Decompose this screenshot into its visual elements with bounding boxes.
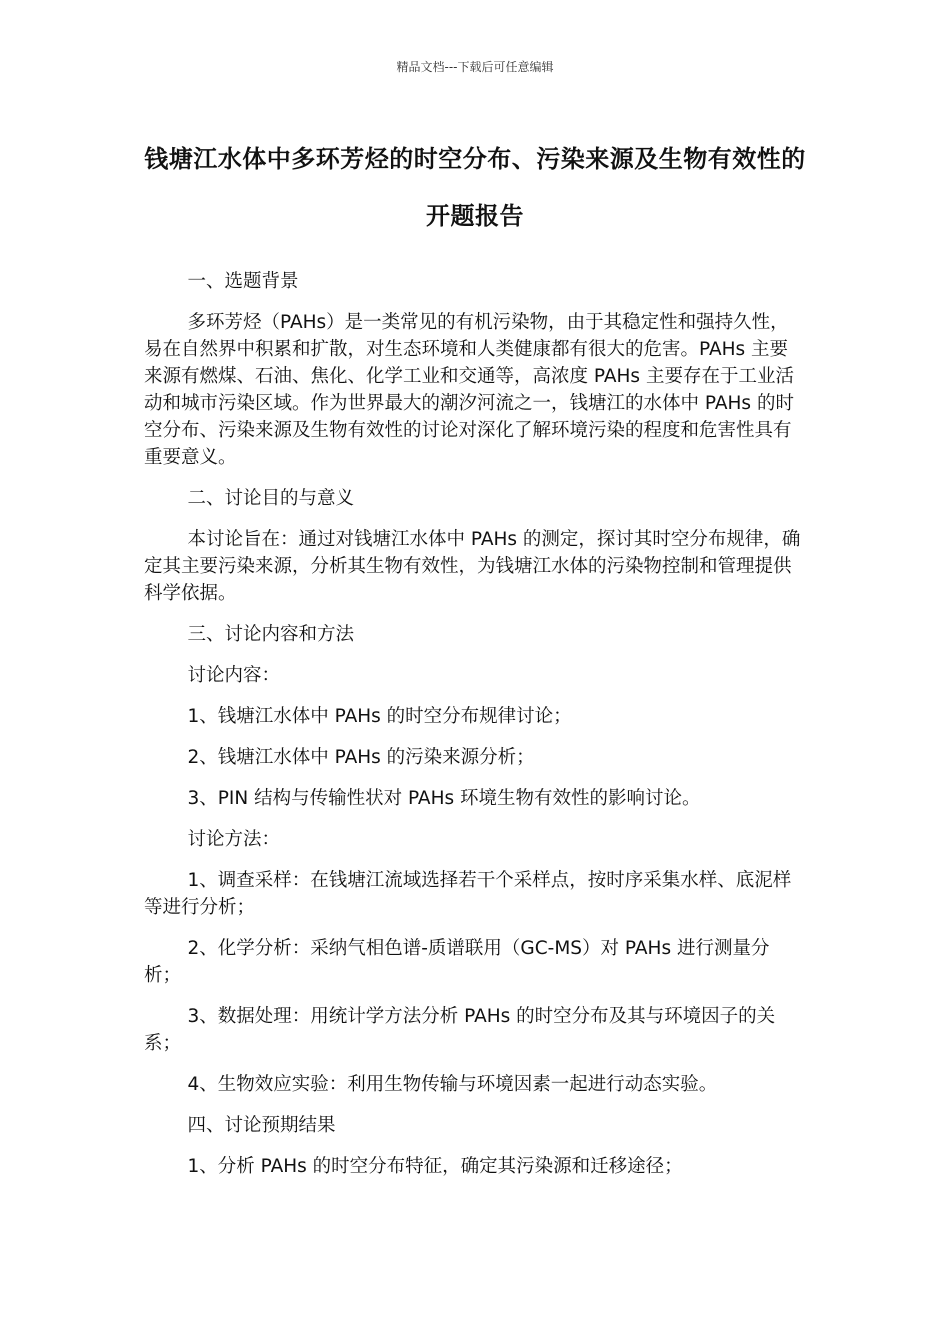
expected-item-1: 1、分析 PAHs 的时空分布特征，确定其污染源和迁移途径； [187,1156,683,1177]
subheading-content: 讨论内容： [187,665,280,686]
method-item-3: 3、数据处理：用统计学方法分析 PAHs 的时空分布及其与环境因子的关系； [144,1006,776,1054]
section-heading-content-method: 三、讨论内容和方法 [187,624,354,645]
page-header-note: 精品文档---下载后可任意编辑 [396,60,554,74]
method-item-2: 2、化学分析：采纳气相色谱-质谱联用（GC-MS）对 PAHs 进行测量分析； [144,938,770,986]
method-item-4: 4、生物效应实验：利用生物传输与环境因素一起进行动态实验。 [187,1074,718,1095]
content-item-2: 2、钱塘江水体中 PAHs 的污染来源分析； [187,747,535,768]
section-heading-background: 一、选题背景 [187,271,299,292]
document-title: 钱塘江水体中多环芳烃的时空分布、污染来源及生物有效性的开题报告 [144,145,806,230]
content-item-1: 1、钱塘江水体中 PAHs 的时空分布规律讨论； [187,706,572,727]
paragraph-background: 多环芳烃（PAHs）是一类常见的有机污染物，由于其稳定性和强持久性，易在自然界中积累和扩散，对生态环境和人类健康都有很大的危害。PAHs 主要来源有燃煤、石油、焦化、化学工业和交通等，高浓度 PAHs 主要存在于工业活动和城市污染区域。作为世界最大的潮汐河流之一，钱塘江的水体中 PAHs 的时空分布、污染来源及生物有效性的讨论对深化了解环境污染的程度和危害性具有重要意义。 [144,312,794,468]
section-heading-expected: 四、讨论预期结果 [187,1115,336,1136]
method-item-1: 1、调查采样：在钱塘江流域选择若干个采样点，按时序采集水样、底泥样等进行分析； [144,870,792,918]
content-item-3: 3、PIN 结构与传输性状对 PAHs 环境生物有效性的影响讨论。 [187,788,701,809]
paragraph-purpose: 本讨论旨在：通过对钱塘江水体中 PAHs 的测定，探讨其时空分布规律，确定其主要污染来源，分析其生物有效性，为钱塘江水体的污染物控制和管理提供科学依据。 [144,529,801,604]
section-heading-purpose: 二、讨论目的与意义 [187,488,354,509]
document-body [144,268,806,1194]
subheading-method: 讨论方法： [187,829,280,850]
